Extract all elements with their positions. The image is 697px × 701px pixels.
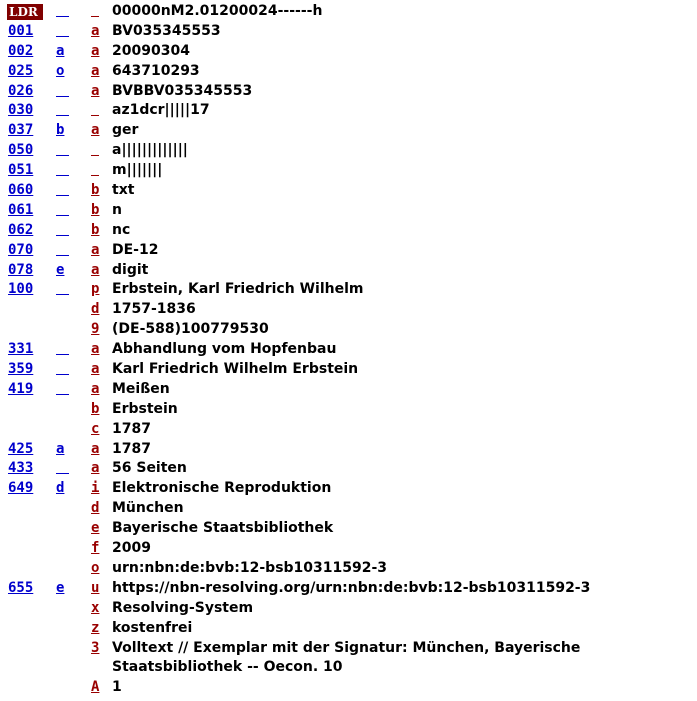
marc-field-row [0,82,697,102]
marc-field-row [0,499,697,519]
subfield-code[interactable]: b [91,182,100,199]
field-tag-link[interactable]: 060 [8,182,34,199]
subfield-value: Abhandlung vom Hopfenbau [112,341,337,358]
subfield-value: Erbstein [112,400,178,417]
subfield-code[interactable]: 3 [91,639,100,656]
field-tag-link[interactable]: 425 [8,440,34,457]
subfield-code[interactable]: a [91,460,100,477]
marc-field-row [0,161,697,181]
marc-field-row [0,479,697,499]
subfield-value: nc [112,221,131,238]
marc-field-row [0,340,697,360]
subfield-value: kostenfrei [112,619,193,636]
field-tag-link[interactable]: 061 [8,201,34,218]
marc-field-row [0,639,697,659]
subfield-code[interactable]: b [91,400,100,417]
subfield-code[interactable]: d [91,500,100,517]
marc-field-row [0,539,697,559]
subfield-code[interactable]: a [91,62,100,79]
subfield-value: az1dcr|||||17 [112,102,210,119]
marc-field-row [0,400,697,420]
field-tag-link[interactable]: 649 [8,480,34,497]
subfield-code[interactable]: o [91,559,100,576]
subfield-value: DE-12 [112,241,159,258]
marc-field-row [0,320,697,340]
marc-field-row [0,459,697,479]
subfield-value: ger [112,122,139,139]
field-tag-link[interactable]: 062 [8,221,34,238]
marc-field-row [0,678,697,698]
field-tag-link[interactable]: 070 [8,241,34,258]
marc-field-row [0,380,697,400]
subfield-code[interactable]: a [91,82,100,99]
subfield-value: https://nbn-resolving.org/urn:nbn:de:bvb:12-bsb10311592-3 [112,579,591,596]
subfield-code[interactable]: a [91,22,100,39]
subfield-code[interactable]: e [91,520,100,537]
subfield-code[interactable]: c [91,420,100,437]
indicator[interactable]: b [56,122,65,139]
field-tag-link[interactable]: 001 [8,22,34,39]
marc-field-row [0,121,697,141]
marc-field-row [0,360,697,380]
subfield-value: München [112,500,184,517]
subfield-value: 00000nM2.01200024------h [112,3,323,19]
marc-field-row [0,420,697,440]
marc-field-row [0,62,697,82]
subfield-code[interactable]: i [91,480,100,497]
marc-field-row [0,300,697,320]
subfield-value: digit [112,261,149,278]
marc-field-row [0,599,697,619]
field-tag-link[interactable]: 078 [8,261,34,278]
field-tag-link[interactable]: 433 [8,460,34,477]
marc-field-row [0,22,697,42]
indicator[interactable]: a [56,440,65,457]
field-tag-link[interactable]: 050 [8,142,34,159]
marc-field-row [0,579,697,599]
subfield-value: 20090304 [112,42,190,59]
marc-field-row [0,241,697,261]
subfield-value: Staatsbibliothek -- Oecon. 10 [112,659,343,676]
marc-field-row [0,519,697,539]
subfield-value: 643710293 [112,62,200,79]
marc-field-row [0,280,697,300]
subfield-code[interactable]: a [91,440,100,457]
subfield-value: n [112,201,122,218]
marc-field-row [0,42,697,62]
subfield-code[interactable]: A [91,679,100,696]
subfield-code[interactable]: b [91,201,100,218]
field-tag-link[interactable]: 655 [8,579,34,596]
field-tag-link[interactable]: 026 [8,82,34,99]
subfield-value: 56 Seiten [112,460,187,477]
marc-field-row [0,221,697,241]
field-tag-link[interactable]: 002 [8,42,34,59]
marc-field-row [0,201,697,221]
subfield-value: BVBBV035345553 [112,82,253,99]
field-tag-link[interactable]: 419 [8,380,34,397]
subfield-value: 1787 [112,440,151,457]
indicator[interactable]: e [56,579,65,596]
subfield-value: Bayerische Staatsbibliothek [112,520,334,537]
leader-tag-link[interactable]: LDR [7,4,43,20]
field-tag-link[interactable]: 359 [8,361,34,378]
subfield-value: Erbstein, Karl Friedrich Wilhelm [112,281,364,298]
subfield-value: (DE-588)100779530 [112,321,269,338]
marc-field-row [0,440,697,460]
subfield-value: Volltext // Exemplar mit der Signatur: München, Bayerische [112,639,581,656]
indicator[interactable]: d [56,480,65,497]
field-tag-link[interactable]: 331 [8,341,34,358]
subfield-value: a||||||||||||| [112,142,188,159]
indicator[interactable]: o [56,62,65,79]
indicator[interactable]: e [56,261,65,278]
subfield-code[interactable]: a [91,361,100,378]
subfield-code[interactable]: u [91,579,100,596]
subfield-code[interactable]: a [91,341,100,358]
marc-field-row [0,181,697,201]
subfield-value: txt [112,182,135,199]
marc-field-row [0,619,697,639]
subfield-value: BV035345553 [112,22,221,39]
indicator[interactable]: a [56,42,65,59]
marc-field-row [0,559,697,579]
field-tag-link[interactable]: 051 [8,162,34,179]
subfield-value: 1787 [112,420,151,437]
subfield-code[interactable]: f [91,540,100,557]
subfield-code[interactable]: a [91,122,100,139]
field-tag-link[interactable]: 025 [8,62,34,79]
subfield-code[interactable]: d [91,301,100,318]
subfield-value: m||||||| [112,162,163,179]
subfield-code[interactable]: p [91,281,100,298]
marc-field-row [0,101,697,121]
field-tag-link[interactable]: 037 [8,122,34,139]
subfield-code[interactable]: b [91,221,100,238]
subfield-value: 1 [112,679,122,696]
marc-field-row [0,2,697,22]
subfield-code[interactable]: 9 [91,321,100,338]
subfield-value: Karl Friedrich Wilhelm Erbstein [112,361,359,378]
subfield-code[interactable]: z [91,619,100,636]
subfield-value: Meißen [112,380,170,397]
subfield-code[interactable]: a [91,241,100,258]
subfield-code[interactable]: a [91,261,100,278]
subfield-value: Elektronische Reproduktion [112,480,332,497]
subfield-value: 1757-1836 [112,301,196,318]
subfield-value: Resolving-System [112,599,254,616]
subfield-code[interactable]: x [91,599,100,616]
marc-field-row [0,141,697,161]
field-tag-link[interactable]: 030 [8,102,34,119]
marc-field-row [0,658,697,678]
subfield-code[interactable]: a [91,380,100,397]
subfield-value: 2009 [112,540,151,557]
subfield-code[interactable]: a [91,42,100,59]
field-tag-link[interactable]: 100 [8,281,34,298]
marc-field-row [0,261,697,281]
subfield-value: urn:nbn:de:bvb:12-bsb10311592-3 [112,559,388,576]
